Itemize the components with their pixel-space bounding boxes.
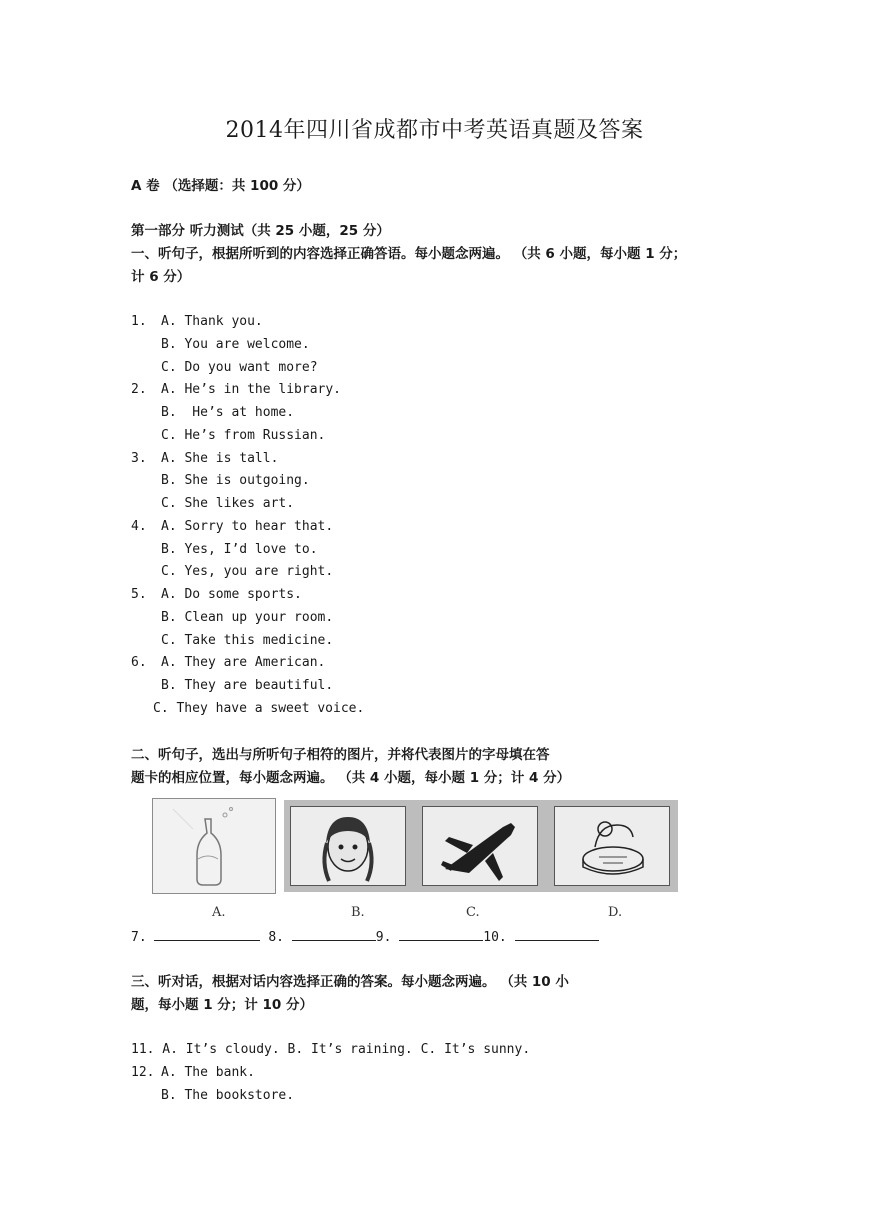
picture-label-a: A.: [212, 905, 226, 920]
option-a: A. He’s in the library.: [161, 382, 342, 397]
question-12: [131, 1064, 255, 1082]
blank-label-10: 10.: [483, 930, 507, 945]
part1-heading: 第一部分 听力测试（共 25 小题，25 分）: [131, 223, 390, 239]
question-number: 6.: [131, 655, 147, 670]
answer-blank-9[interactable]: [399, 928, 483, 941]
option-a: A. Thank you.: [161, 314, 263, 329]
section3-instruction: 三、听对话，根据对话内容选择正确的答案。每小题念两遍。 （共 10 小: [131, 974, 569, 990]
question-4: [131, 518, 333, 536]
option-b: B. She is outgoing.: [161, 473, 310, 488]
picture-c: [422, 806, 538, 886]
option-c: C. She likes art.: [161, 496, 295, 511]
cooking-icon: [555, 807, 669, 885]
question-number: 1.: [131, 314, 147, 329]
option-a: A. The bank.: [161, 1065, 255, 1080]
page-title: 2014年四川省成都市中考英语真题及答案: [225, 118, 644, 143]
section1-instruction-cont: 计 6 分）: [131, 269, 191, 285]
section2-instruction: 二、听句子，选出与所听句子相符的图片，并将代表图片的字母填在答: [131, 747, 550, 763]
question-11: 11. A. It’s cloudy. B. It’s raining. C. It’s sunny.: [131, 1042, 531, 1057]
answer-blanks: [131, 928, 599, 947]
paper-a-heading: A 卷 （选择题：共 100 分）: [131, 178, 310, 194]
question-1: [131, 313, 263, 331]
option-a: A. She is tall.: [161, 451, 279, 466]
picture-b: [290, 806, 406, 886]
blank-label-7: 7.: [131, 930, 147, 945]
question-number: 12.: [131, 1065, 155, 1080]
answer-blank-7[interactable]: [154, 928, 260, 941]
option-b: B. You are welcome.: [161, 337, 310, 352]
bottle-icon: [153, 799, 275, 893]
option-a: A. They are American.: [161, 655, 326, 670]
question-number: 2.: [131, 382, 147, 397]
answer-blank-10[interactable]: [515, 928, 599, 941]
option-b: B. He’s at home.: [161, 405, 295, 420]
question-number: 4.: [131, 519, 147, 534]
question-number: 3.: [131, 451, 147, 466]
picture-strip-bcd: [284, 800, 678, 892]
option-b: B. Clean up your room.: [161, 610, 334, 625]
picture-label-b: B.: [351, 905, 365, 920]
option-b: B. The bookstore.: [161, 1088, 295, 1103]
option-c: C. They have a sweet voice.: [153, 701, 365, 716]
option-c: C. Do you want more?: [161, 360, 318, 375]
picture-label-d: D.: [608, 905, 623, 920]
option-c: C. Yes, you are right.: [161, 564, 334, 579]
option-c: C. He’s from Russian.: [161, 428, 326, 443]
blank-label-8: 8.: [268, 930, 284, 945]
picture-label-c: C.: [466, 905, 480, 920]
picture-strip: [152, 796, 678, 896]
picture-d: [554, 806, 670, 886]
question-number: 5.: [131, 587, 147, 602]
option-b: B. They are beautiful.: [161, 678, 334, 693]
option-a: A. Sorry to hear that.: [161, 519, 334, 534]
option-b: B. Yes, I’d love to.: [161, 542, 318, 557]
question-6: [131, 654, 325, 672]
question-3: [131, 450, 278, 468]
answer-blank-8[interactable]: [292, 928, 376, 941]
airplane-icon: [423, 807, 537, 885]
blank-label-9: 9.: [375, 930, 392, 945]
section1-instruction: 一、听句子，根据所听到的内容选择正确答语。每小题念两遍。 （共 6 小题，每小题 1 分；: [131, 246, 687, 262]
section2-instruction-cont: 题卡的相应位置，每小题念两遍。 （共 4 小题，每小题 1 分；计 4 分）: [131, 770, 571, 786]
question-2: [131, 381, 341, 399]
girl-icon: [291, 807, 405, 885]
question-5: [131, 586, 302, 604]
picture-a: [152, 798, 276, 894]
option-a: A. Do some sports.: [161, 587, 302, 602]
option-c: C. Take this medicine.: [161, 633, 334, 648]
section3-instruction-cont: 题，每小题 1 分；计 10 分）: [131, 997, 313, 1013]
